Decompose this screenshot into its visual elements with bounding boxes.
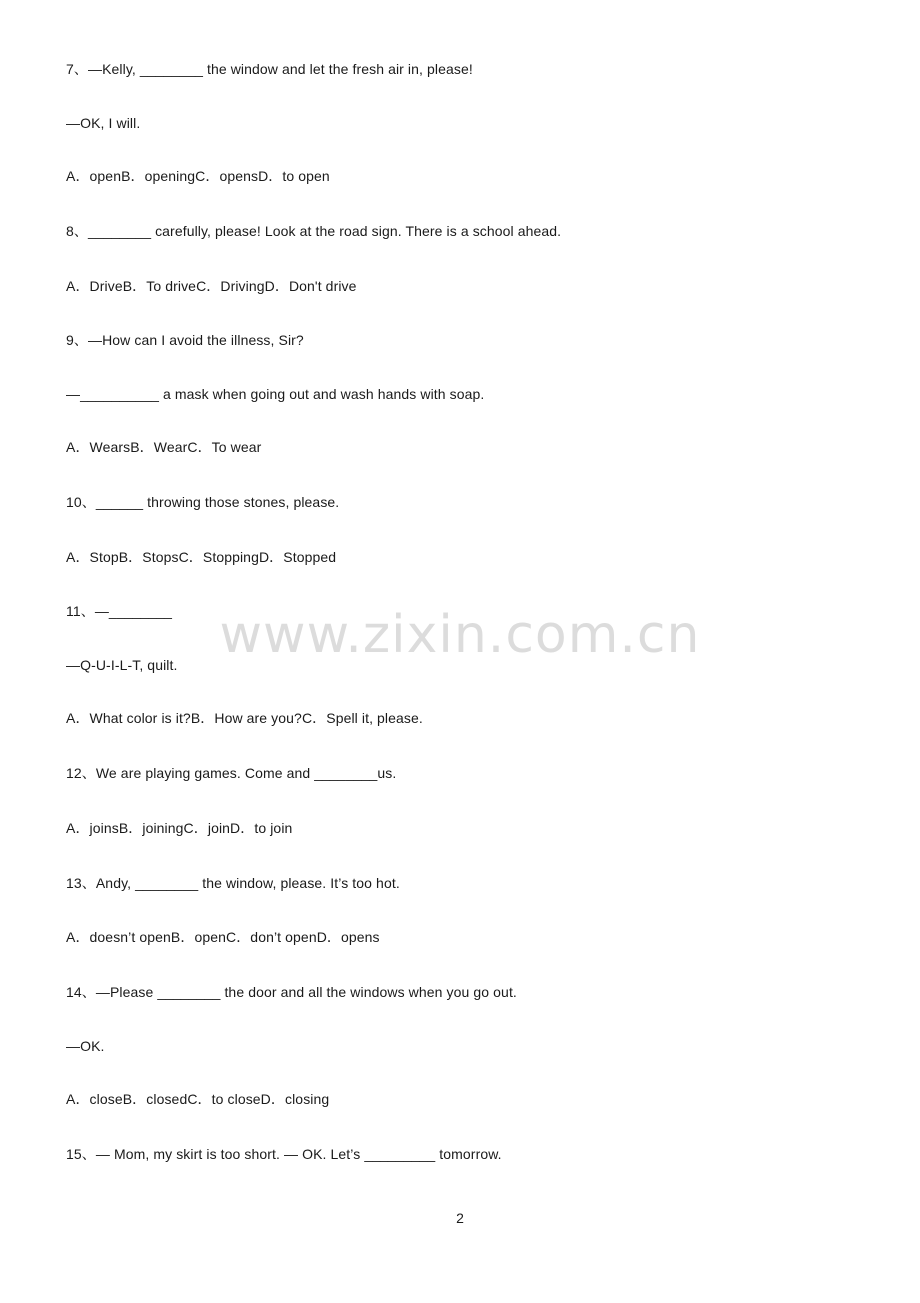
question-14-reply: —OK. <box>66 1038 105 1054</box>
question-13-text: 13、Andy, ________ the window, please. It’s too hot. <box>66 875 400 891</box>
question-11-reply: —Q-U-I-L-T, quilt. <box>66 657 178 673</box>
page-number: 2 <box>456 1210 464 1226</box>
question-14-options: A．closeB．closedC．to closeD．closing <box>66 1091 330 1107</box>
question-10-text: 10、______ throwing those stones, please. <box>66 494 340 510</box>
question-13-options: A．doesn’t openB．openC．don’t openD．opens <box>66 929 380 945</box>
question-14-text: 14、—Please ________ the door and all the windows when you go out. <box>66 984 517 1000</box>
question-9-options: A．WearsB．WearC．To wear <box>66 439 262 455</box>
question-11-text: 11、—________ <box>66 603 173 619</box>
watermark: www.zixin.com.cn <box>219 605 701 665</box>
question-15-text: 15、— Mom, my skirt is too short. — OK. Let’s _________ tomorrow. <box>66 1146 502 1162</box>
question-8-text: 8、________ carefully, please! Look at the road sign. There is a school ahead. <box>66 223 562 239</box>
question-12-text: 12、We are playing games. Come and ________us. <box>66 765 397 781</box>
question-11-options: A．What color is it?B．How are you?C．Spell it, please. <box>66 710 423 726</box>
question-10-options: A．StopB．StopsC．StoppingD．Stopped <box>66 549 337 565</box>
question-7-reply: —OK, I will. <box>66 115 141 131</box>
question-9-text: 9、—How can I avoid the illness, Sir? <box>66 332 304 348</box>
question-7-text: 7、—Kelly, ________ the window and let the fresh air in, please! <box>66 61 473 77</box>
question-9-reply: —__________ a mask when going out and wash hands with soap. <box>66 386 485 402</box>
question-12-options: A．joinsB．joiningC．joinD．to join <box>66 820 293 836</box>
question-7-options: A．openB．openingC．opensD．to open <box>66 168 330 184</box>
question-8-options: A．DriveB．To driveC．DrivingD．Don't drive <box>66 278 357 294</box>
